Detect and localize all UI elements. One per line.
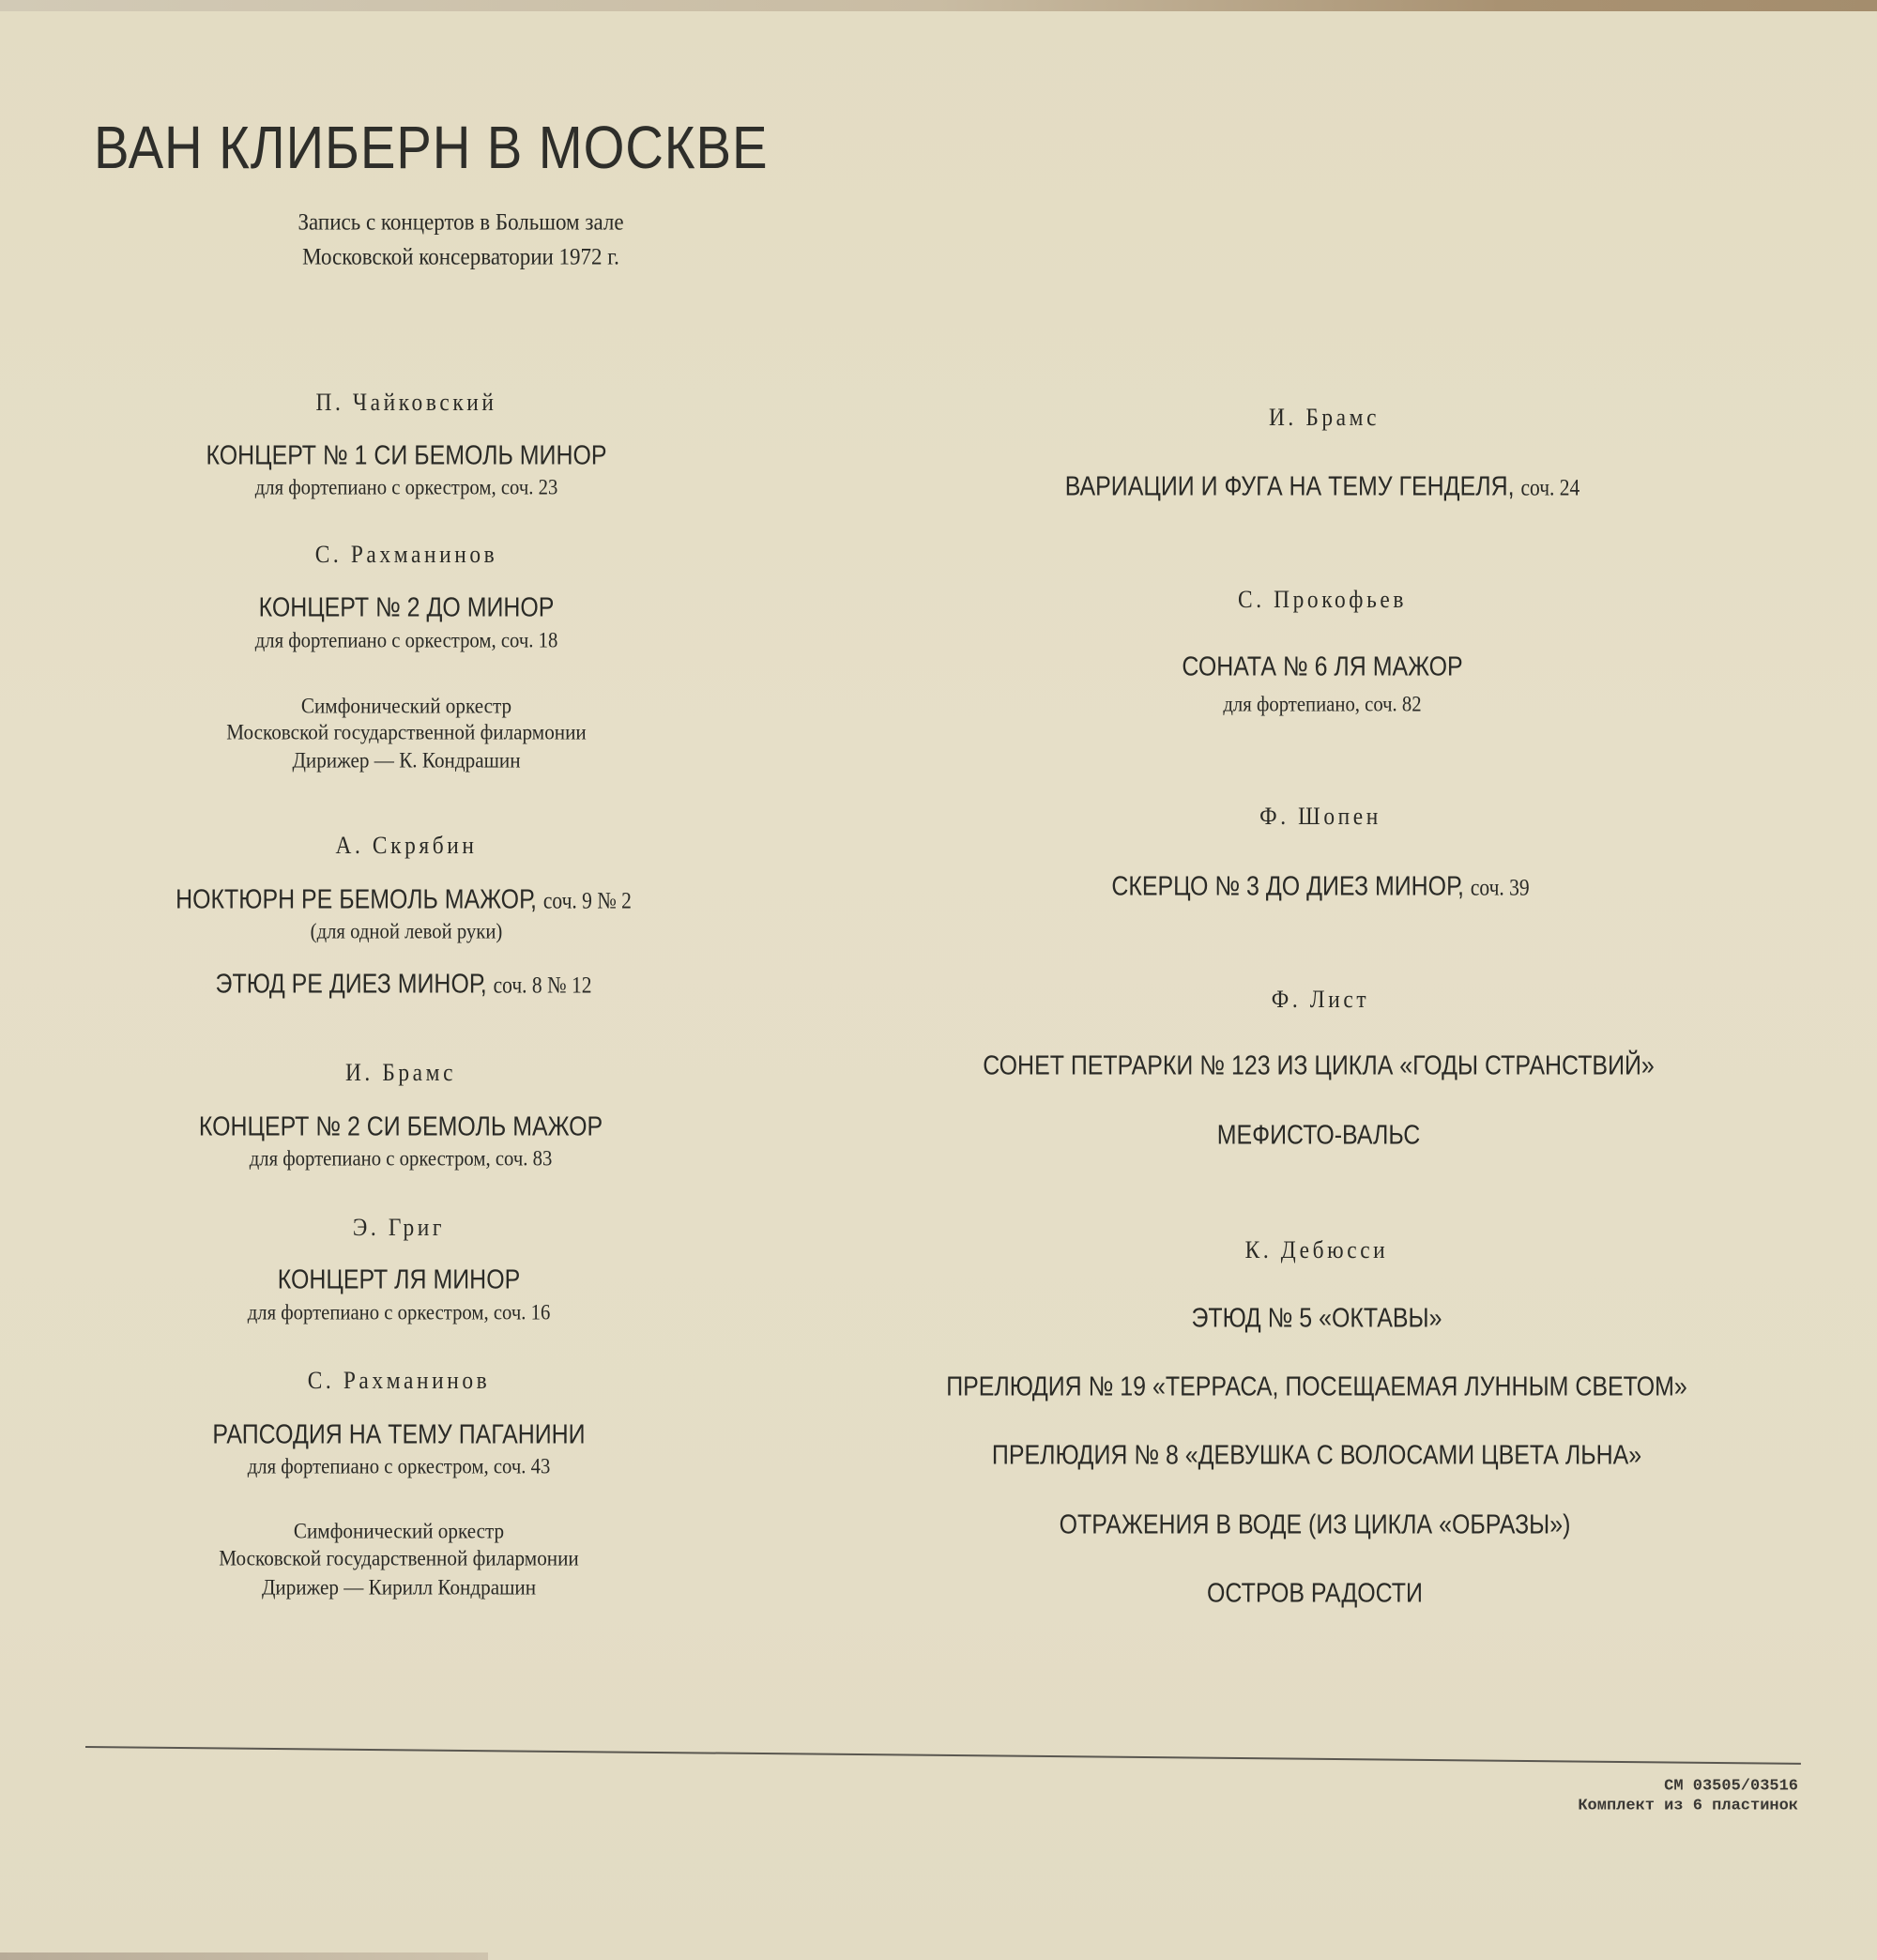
work-opus: соч. 8 № 12 <box>493 972 592 999</box>
set-note: Комплект из 6 пластинок <box>1578 1797 1798 1815</box>
composer-name: И. Брамс <box>344 1059 457 1086</box>
work-title <box>215 969 592 1000</box>
work-detail: для фортепиано с оркестром, соч. 23 <box>254 475 558 499</box>
work-title <box>1111 871 1530 902</box>
composer-name: Ф. Лист <box>1271 986 1370 1013</box>
work-title-text: ВАРИАЦИИ И ФУГА НА ТЕМУ ГЕНДЕЛЯ, <box>1064 471 1515 502</box>
work-title-text: СКЕРЦО № 3 ДО ДИЕЗ МИНОР, <box>1111 871 1464 902</box>
work-title <box>1064 471 1580 502</box>
work-detail: для фортепиано с оркестром, соч. 18 <box>254 628 558 652</box>
work-detail: для фортепиано, соч. 82 <box>1223 692 1422 716</box>
orchestra-credit-line: Симфонический оркестр <box>293 1519 505 1543</box>
work-title-text: ЭТЮД РЕ ДИЕЗ МИНОР, <box>215 969 487 1000</box>
composer-name: С. Рахманинов <box>307 1367 491 1394</box>
work-title: СОНАТА № 6 ЛЯ МАЖОР <box>1182 651 1463 682</box>
conductor-credit-line: Дирижер — Кирилл Кондрашин <box>261 1575 537 1600</box>
composer-name: А. Скрябин <box>335 832 478 859</box>
composer-name: П. Чайковский <box>315 389 497 416</box>
orchestra-credit-line: Симфонический оркестр <box>300 694 512 718</box>
work-title: МЕФИСТО-ВАЛЬС <box>1216 1120 1421 1151</box>
composer-name: И. Брамс <box>1268 404 1381 431</box>
conductor-credit-line: Дирижер — К. Кондрашин <box>292 748 521 773</box>
composer-name: К. Дебюсси <box>1244 1236 1389 1263</box>
composer-name: С. Прокофьев <box>1238 586 1407 613</box>
work-title-text: НОКТЮРН РЕ БЕМОЛЬ МАЖОР, <box>175 884 537 915</box>
work-title: КОНЦЕРТ № 1 СИ БЕМОЛЬ МИНОР <box>206 440 607 471</box>
work-title: ЭТЮД № 5 «ОКТАВЫ» <box>1191 1303 1442 1334</box>
work-detail: для фортепиано с оркестром, соч. 43 <box>247 1454 551 1478</box>
orchestra-credit-line: Московской государственной филармонии <box>226 720 587 744</box>
work-detail: для фортепиано с оркестром, соч. 16 <box>247 1300 551 1325</box>
work-title: КОНЦЕРТ № 2 ДО МИНОР <box>258 592 555 623</box>
top-edge-strip <box>0 0 1877 11</box>
work-opus: соч. 24 <box>1520 475 1580 501</box>
work-title: ПРЕЛЮДИЯ № 19 «ТЕРРАСА, ПОСЕЩАЕМАЯ ЛУННЫМ СВЕТОМ» <box>946 1371 1687 1402</box>
work-title: ПРЕЛЮДИЯ № 8 «ДЕВУШКА С ВОЛОСАМИ ЦВЕТА ЛЬНА» <box>991 1440 1642 1471</box>
work-title: РАПСОДИЯ НА ТЕМУ ПАГАНИНИ <box>212 1419 586 1450</box>
work-detail: (для одной левой руки) <box>310 919 503 943</box>
work-title <box>175 884 632 915</box>
composer-name: Ф. Шопен <box>1259 803 1381 830</box>
work-title: ОТРАЖЕНИЯ В ВОДЕ (ИЗ ЦИКЛА «ОБРАЗЫ») <box>1059 1509 1571 1540</box>
bottom-edge-strip <box>0 1952 488 1960</box>
work-detail: для фортепиано с оркестром, соч. 83 <box>249 1146 553 1171</box>
work-title: КОНЦЕРТ ЛЯ МИНОР <box>277 1264 521 1295</box>
work-opus: соч. 9 № 2 <box>542 888 632 914</box>
subtitle-line-1: Запись с концертов в Большом зале <box>298 209 624 236</box>
subtitle-line-2: Московской консерватории 1972 г. <box>302 244 619 270</box>
orchestra-credit-line: Московской государственной филармонии <box>219 1546 579 1570</box>
catalog-number: СМ 03505/03516 <box>1664 1777 1798 1796</box>
work-title: КОНЦЕРТ № 2 СИ БЕМОЛЬ МАЖОР <box>198 1111 603 1142</box>
page-title: ВАН КЛИБЕРН В МОСКВЕ <box>94 114 769 181</box>
work-opus: соч. 39 <box>1470 875 1530 901</box>
work-title: ОСТРОВ РАДОСТИ <box>1207 1578 1423 1609</box>
footer-divider <box>85 1746 1801 1765</box>
composer-name: Э. Григ <box>352 1214 446 1241</box>
work-title: СОНЕТ ПЕТРАРКИ № 123 ИЗ ЦИКЛА «ГОДЫ СТРАНСТВИЙ» <box>983 1050 1655 1081</box>
composer-name: С. Рахманинов <box>314 541 498 568</box>
